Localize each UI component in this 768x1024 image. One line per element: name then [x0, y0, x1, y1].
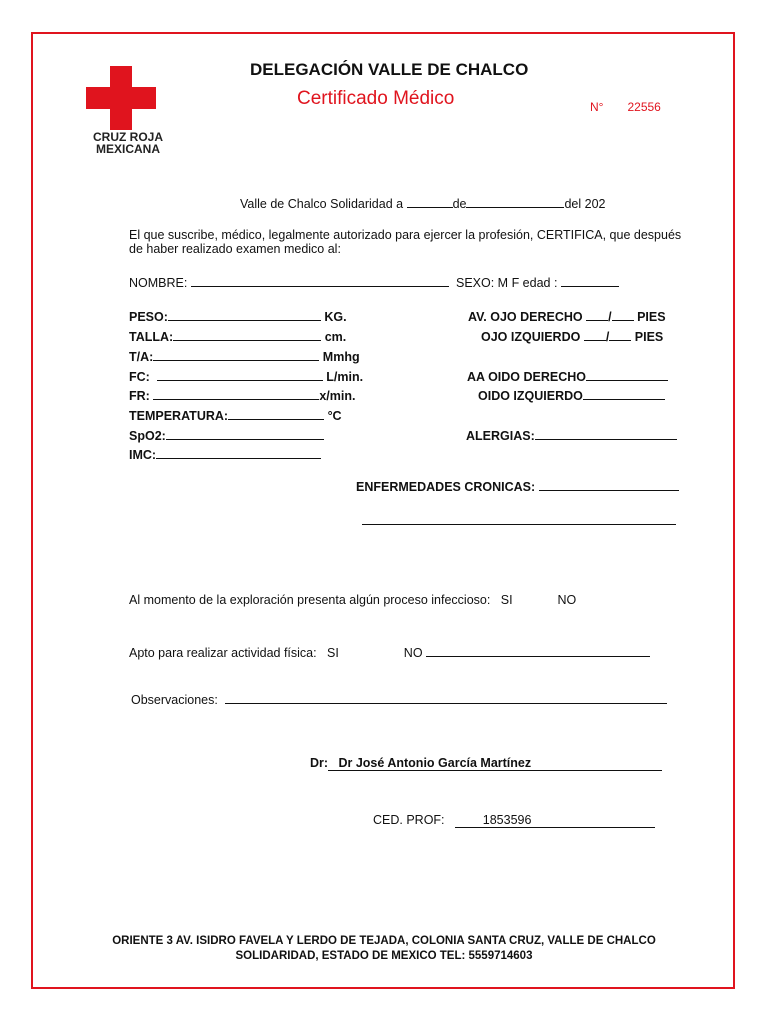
- fc-field[interactable]: [157, 368, 323, 381]
- infeccioso-row: Al momento de la exploración presenta algún proceso infeccioso: SI NO: [129, 593, 577, 607]
- footer-address: ORIENTE 3 AV. ISIDRO FAVELA Y LERDO DE TEJADA, COLONIA SANTA CRUZ, VALLE DE CHALCO SOLIDARIDAD, ESTADO DE MEXICO TEL: 5559714603: [112, 935, 656, 962]
- name-row: NOMBRE:: [129, 274, 449, 290]
- peso-row: PESO: KG.: [129, 310, 347, 324]
- oido-izquierdo-field[interactable]: [583, 387, 665, 400]
- ojo-derecho-num-field[interactable]: [586, 308, 608, 321]
- doctor-row: Dr: Dr José Antonio García Martínez: [310, 756, 662, 771]
- ojo-izquierdo-row: OJO IZQUIERDO / PIES: [481, 330, 664, 344]
- observaciones-row: Observaciones:: [131, 691, 667, 707]
- doctor-field[interactable]: [328, 756, 662, 771]
- document-border: [31, 32, 735, 989]
- document-title: DELEGACIÓN VALLE DE CHALCO: [250, 60, 529, 79]
- apto-si-option[interactable]: SI: [327, 646, 339, 660]
- av-ojo-derecho-row: AV. OJO DERECHO / PIES: [468, 310, 666, 324]
- aa-oido-derecho-row: AA OIDO DERECHO: [467, 368, 668, 384]
- age-field[interactable]: [561, 274, 619, 287]
- talla-field[interactable]: [173, 328, 321, 341]
- ojo-derecho-den-field[interactable]: [612, 308, 634, 321]
- document-subtitle: Certificado Médico: [297, 88, 455, 109]
- name-field[interactable]: [191, 274, 449, 287]
- month-field[interactable]: [466, 195, 564, 208]
- infeccioso-no-option[interactable]: NO: [557, 593, 577, 607]
- talla-row: TALLA: cm.: [129, 330, 347, 344]
- cedula-field[interactable]: [455, 813, 655, 828]
- temperatura-row: TEMPERATURA: °C: [129, 409, 342, 423]
- fr-row: FR: x/min.: [129, 389, 356, 403]
- red-cross-logo-icon: [86, 66, 156, 130]
- ojo-izquierdo-num-field[interactable]: [584, 328, 606, 341]
- oido-derecho-field[interactable]: [586, 368, 668, 381]
- apto-no-option[interactable]: NO: [403, 646, 423, 660]
- imc-field[interactable]: [156, 446, 321, 459]
- ta-row: T/A: Mmhg: [129, 350, 360, 364]
- peso-field[interactable]: [168, 308, 321, 321]
- folio-number: N° 22556: [590, 100, 661, 114]
- apto-field[interactable]: [426, 644, 650, 657]
- spo2-field[interactable]: [166, 427, 324, 440]
- doctor-name: Dr José Antonio García Martínez: [338, 756, 532, 770]
- infeccioso-si-option[interactable]: SI: [500, 593, 513, 607]
- oido-izquierdo-row: OIDO IZQUIERDO: [478, 387, 665, 403]
- ta-field[interactable]: [153, 348, 319, 361]
- org-name: CRUZ ROJA MEXICANA: [92, 130, 163, 156]
- fr-field[interactable]: [153, 387, 319, 400]
- apto-row: Apto para realizar actividad física: SI NO: [129, 644, 650, 660]
- sex-age-row: SEXO: M F edad :: [456, 274, 619, 290]
- date-line: Valle de Chalco Solidaridad a de del 202: [240, 197, 606, 211]
- cedula-row: CED. PROF: 1853596: [373, 813, 655, 828]
- imc-row: IMC:: [129, 446, 321, 462]
- observaciones-field[interactable]: [225, 691, 667, 704]
- alergias-field[interactable]: [535, 427, 677, 440]
- ojo-izquierdo-den-field[interactable]: [609, 328, 631, 341]
- day-field[interactable]: [407, 195, 453, 208]
- intro-paragraph: El que suscribe, médico, legalmente autorizado para ejercer la profesión, CERTIFICA, que después de haber realizado examen medico al:: [129, 228, 682, 256]
- cedula-number: 1853596: [482, 813, 532, 827]
- enfermedades-cronicas-field[interactable]: [539, 478, 679, 491]
- enfermedades-cronicas-line2[interactable]: [362, 524, 676, 525]
- enfermedades-cronicas-row: ENFERMEDADES CRONICAS:: [356, 478, 679, 494]
- temperatura-field[interactable]: [228, 407, 324, 420]
- fc-row: FC: L/min.: [129, 370, 364, 384]
- spo2-row: SpO2:: [129, 427, 324, 443]
- alergias-row: ALERGIAS:: [466, 427, 677, 443]
